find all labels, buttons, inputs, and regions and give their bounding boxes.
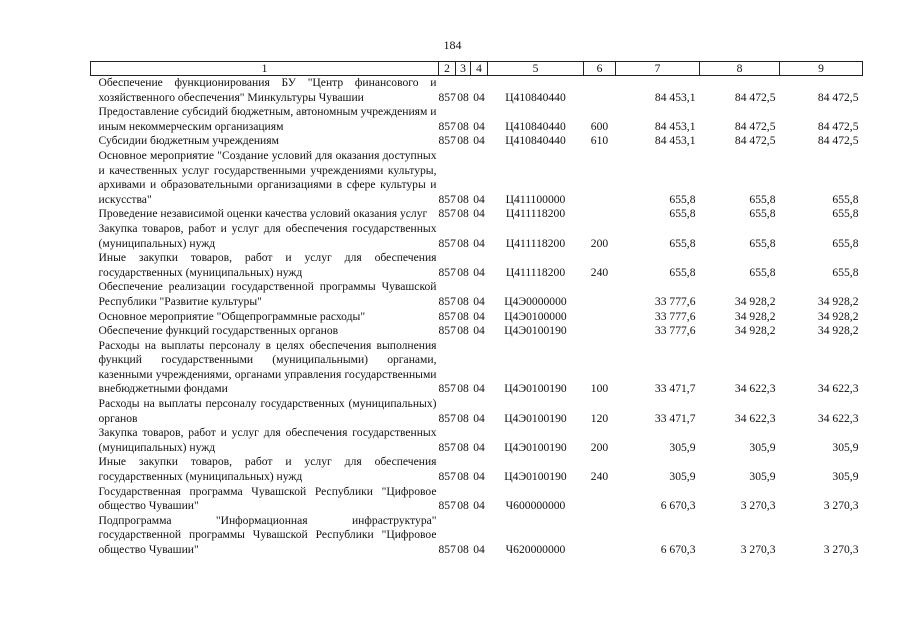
row-amount-col7: 655,8 — [669, 236, 696, 250]
header-cell-8: 8 — [700, 62, 780, 76]
row-target-article: Ц4Э0100190 — [504, 324, 567, 338]
row-amount-col9: 34 622,3 — [817, 382, 859, 396]
row-expense-type: 240 — [590, 470, 609, 484]
row-target-article: Ч620000000 — [505, 543, 566, 556]
row-amount-col9: 84 472,5 — [817, 134, 859, 148]
row-amount-col8: 655,8 — [749, 236, 776, 250]
row-amount-col8: 655,8 — [749, 192, 776, 206]
row-amount-col9: 34 928,2 — [817, 309, 859, 323]
row-ved-code: 857 — [438, 543, 456, 556]
row-section-code: 08 — [457, 207, 469, 221]
row-subsection-code: 04 — [473, 192, 485, 206]
row-ved-code: 857 — [438, 236, 456, 250]
row-expense-type: 240 — [590, 265, 609, 279]
row-ved-code: 857 — [438, 499, 456, 513]
row-name: Государственная программа Чувашской Республики "Цифровое общество Чувашии" — [98, 484, 437, 513]
row-amount-col7: 84 453,1 — [654, 134, 696, 148]
row-amount-col7: 655,8 — [669, 192, 696, 206]
row-section-code: 08 — [457, 382, 469, 396]
header-cell-9: 9 — [780, 62, 863, 76]
table-row — [91, 76, 863, 106]
row-amount-col8: 84 472,5 — [734, 134, 776, 148]
row-amount-col8: 34 622,3 — [734, 382, 776, 396]
row-ved-code: 857 — [438, 192, 456, 206]
row-name: Закупка товаров, работ и услуг для обеспечения государственных (муниципальных) нужд — [98, 221, 437, 250]
row-expense-type — [584, 485, 616, 514]
row-amount-col8: 84 472,5 — [734, 90, 776, 104]
row-subsection-code: 04 — [473, 90, 485, 104]
row-name: Расходы на выплаты персоналу государственных (муниципальных) органов — [98, 397, 437, 425]
row-subsection-code: 04 — [473, 265, 485, 279]
row-ved-code: 857 — [438, 294, 456, 308]
row-name: Субсидии бюджетным учреждениям — [98, 134, 279, 148]
row-expense-type — [584, 76, 616, 106]
row-amount-col7: 655,8 — [669, 207, 696, 221]
row-ved-code: 857 — [438, 119, 456, 133]
table-row — [91, 134, 863, 149]
row-section-code: 08 — [457, 134, 469, 148]
row-amount-col7: 33 777,6 — [654, 324, 696, 338]
row-target-article: Ц4Э0100190 — [504, 411, 567, 425]
row-amount-col9: 305,9 — [832, 470, 859, 484]
row-expense-type — [584, 310, 616, 325]
header-row — [91, 62, 863, 76]
row-expense-type: 610 — [590, 134, 609, 148]
row-amount-col9: 655,8 — [832, 192, 859, 206]
row-target-article: Ц411118200 — [505, 236, 566, 250]
row-amount-col8: 305,9 — [749, 470, 776, 484]
row-subsection-code: 04 — [473, 543, 485, 556]
row-ved-code: 857 — [438, 207, 456, 221]
table-row — [91, 251, 863, 280]
row-target-article: Ц4Э0100190 — [504, 470, 567, 484]
table-row — [91, 397, 863, 426]
header-cell-2: 2 — [439, 62, 456, 76]
row-amount-col9: 3 270,3 — [823, 543, 859, 556]
row-amount-col7: 33 777,6 — [654, 294, 696, 308]
table-row — [91, 149, 863, 207]
row-section-code: 08 — [457, 309, 469, 323]
row-section-code: 08 — [457, 440, 469, 454]
row-amount-col8: 34 622,3 — [734, 411, 776, 425]
row-section-code: 08 — [457, 324, 469, 338]
row-amount-col8: 84 472,5 — [734, 119, 776, 133]
header-cell-6: 6 — [584, 62, 616, 76]
row-section-code: 08 — [457, 236, 469, 250]
row-name: Обеспечение реализации государственной программы Чувашской Республики "Развитие культуры" — [98, 280, 437, 308]
header-cell-4: 4 — [471, 62, 488, 76]
row-subsection-code: 04 — [473, 470, 485, 484]
row-ved-code: 857 — [438, 382, 456, 396]
row-subsection-code: 04 — [473, 236, 485, 250]
row-ved-code: 857 — [438, 324, 456, 338]
row-amount-col7: 33 777,6 — [654, 309, 696, 323]
row-section-code: 08 — [457, 543, 469, 556]
row-target-article: Ц4Э0100190 — [504, 382, 567, 396]
row-ved-code: 857 — [438, 309, 456, 323]
row-section-code: 08 — [457, 192, 469, 206]
row-subsection-code: 04 — [473, 294, 485, 308]
table-row — [91, 339, 863, 397]
row-amount-col9: 34 928,2 — [817, 324, 859, 338]
row-ved-code: 857 — [438, 470, 456, 484]
row-amount-col8: 34 928,2 — [734, 309, 776, 323]
row-amount-col7: 6 670,3 — [660, 543, 696, 556]
row-expense-type: 120 — [590, 411, 609, 425]
row-amount-col9: 84 472,5 — [817, 119, 859, 133]
row-expense-type: 200 — [590, 440, 609, 454]
header-cell-7: 7 — [616, 62, 700, 76]
row-target-article: Ц4Э0100190 — [504, 440, 567, 454]
table-row — [91, 455, 863, 484]
row-name: Обеспечение функционирования БУ "Центр финансового и хозяйственного обеспечения" Минкультуры Чувашии — [98, 76, 437, 104]
row-amount-col9: 34 928,2 — [817, 294, 859, 308]
row-amount-col9: 655,8 — [832, 207, 859, 221]
page-number: 184 — [443, 38, 462, 52]
row-expense-type — [584, 514, 616, 558]
row-amount-col9: 305,9 — [832, 440, 859, 454]
row-target-article: Ц4Э0100000 — [504, 309, 567, 323]
row-amount-col7: 84 453,1 — [654, 119, 696, 133]
header-cell-1: 1 — [91, 62, 439, 76]
row-expense-type: 100 — [590, 382, 609, 396]
header-cell-3: 3 — [456, 62, 471, 76]
row-target-article: Ц411118200 — [505, 265, 566, 279]
row-section-code: 08 — [457, 294, 469, 308]
row-subsection-code: 04 — [473, 411, 485, 425]
row-amount-col9: 655,8 — [832, 265, 859, 279]
row-name: Основное мероприятие "Создание условий для оказания доступных и качественных услуг государственными учреждениями культуры, архивами и образовательными организациями в сфере культуры и искусства" — [98, 148, 437, 206]
row-amount-col8: 655,8 — [749, 207, 776, 221]
header-cell-5: 5 — [488, 62, 584, 76]
table-row — [91, 222, 863, 251]
table-row — [91, 514, 863, 558]
table-row — [91, 324, 863, 339]
row-section-code: 08 — [457, 411, 469, 425]
row-subsection-code: 04 — [473, 324, 485, 338]
row-amount-col7: 6 670,3 — [660, 499, 696, 513]
row-amount-col8: 34 928,2 — [734, 294, 776, 308]
row-ved-code: 857 — [438, 90, 456, 104]
row-ved-code: 857 — [438, 265, 456, 279]
row-name: Расходы на выплаты персоналу в целях обеспечения выполнения функций государственными (муниципальными) органами, казенными учреждениями, органами управления государственными внебюджетными фондами — [98, 338, 437, 396]
table-row — [91, 310, 863, 325]
row-ved-code: 857 — [438, 134, 456, 148]
row-section-code: 08 — [457, 119, 469, 133]
budget-table — [90, 61, 863, 558]
row-subsection-code: 04 — [473, 309, 485, 323]
row-expense-type: 600 — [590, 119, 609, 133]
row-subsection-code: 04 — [473, 499, 485, 513]
table-row — [91, 485, 863, 514]
row-ved-code: 857 — [438, 411, 456, 425]
row-name: Предоставление субсидий бюджетным, автономным учреждениям и иным некоммерческим организациям — [98, 105, 437, 133]
row-amount-col8: 34 928,2 — [734, 324, 776, 338]
row-amount-col8: 305,9 — [749, 440, 776, 454]
row-target-article: Ц411118200 — [505, 207, 566, 221]
row-subsection-code: 04 — [473, 207, 485, 221]
row-amount-col7: 655,8 — [669, 265, 696, 279]
row-expense-type — [584, 149, 616, 207]
row-amount-col9: 3 270,3 — [823, 499, 859, 513]
row-subsection-code: 04 — [473, 134, 485, 148]
row-target-article: Ц410840440 — [505, 119, 566, 133]
row-subsection-code: 04 — [473, 382, 485, 396]
row-ved-code: 857 — [438, 440, 456, 454]
table-row — [91, 426, 863, 455]
row-target-article: Ц410840440 — [505, 134, 566, 148]
row-name: Иные закупки товаров, работ и услуг для обеспечения государственных (муниципальных) нужд — [98, 251, 437, 279]
row-amount-col9: 34 622,3 — [817, 411, 859, 425]
row-name: Обеспечение функций государственных органов — [98, 324, 339, 338]
row-amount-col7: 33 471,7 — [654, 411, 696, 425]
table-row — [91, 280, 863, 309]
row-subsection-code: 04 — [473, 119, 485, 133]
row-section-code: 08 — [457, 499, 469, 513]
row-expense-type: 200 — [590, 236, 609, 250]
row-name: Подпрограмма "Информационная инфраструктура" государственной программы Чувашской Республики "Цифровое общество Чувашии" — [98, 513, 437, 556]
row-expense-type — [584, 280, 616, 309]
row-amount-col8: 3 270,3 — [740, 543, 776, 556]
row-name: Закупка товаров, работ и услуг для обеспечения государственных (муниципальных) нужд — [98, 426, 437, 454]
table-row — [91, 207, 863, 222]
row-section-code: 08 — [457, 90, 469, 104]
row-target-article: Ч600000000 — [505, 499, 566, 513]
row-name: Основное мероприятие "Общепрограммные расходы" — [98, 309, 366, 323]
row-amount-col7: 305,9 — [669, 440, 696, 454]
row-amount-col7: 33 471,7 — [654, 382, 696, 396]
row-section-code: 08 — [457, 265, 469, 279]
row-name: Проведение независимой оценки качества условий оказания услуг — [98, 207, 428, 221]
row-amount-col8: 3 270,3 — [740, 499, 776, 513]
row-amount-col7: 84 453,1 — [654, 90, 696, 104]
row-amount-col9: 655,8 — [832, 236, 859, 250]
row-subsection-code: 04 — [473, 440, 485, 454]
row-target-article: Ц4Э0000000 — [504, 294, 567, 308]
row-amount-col9: 84 472,5 — [817, 90, 859, 104]
row-expense-type — [584, 207, 616, 222]
row-target-article: Ц410840440 — [505, 90, 566, 104]
row-expense-type — [584, 324, 616, 339]
row-amount-col7: 305,9 — [669, 470, 696, 484]
row-amount-col8: 655,8 — [749, 265, 776, 279]
row-target-article: Ц411100000 — [505, 192, 566, 206]
row-name: Иные закупки товаров, работ и услуг для обеспечения государственных (муниципальных) нужд — [98, 455, 437, 484]
table-row — [91, 105, 863, 134]
row-section-code: 08 — [457, 470, 469, 484]
